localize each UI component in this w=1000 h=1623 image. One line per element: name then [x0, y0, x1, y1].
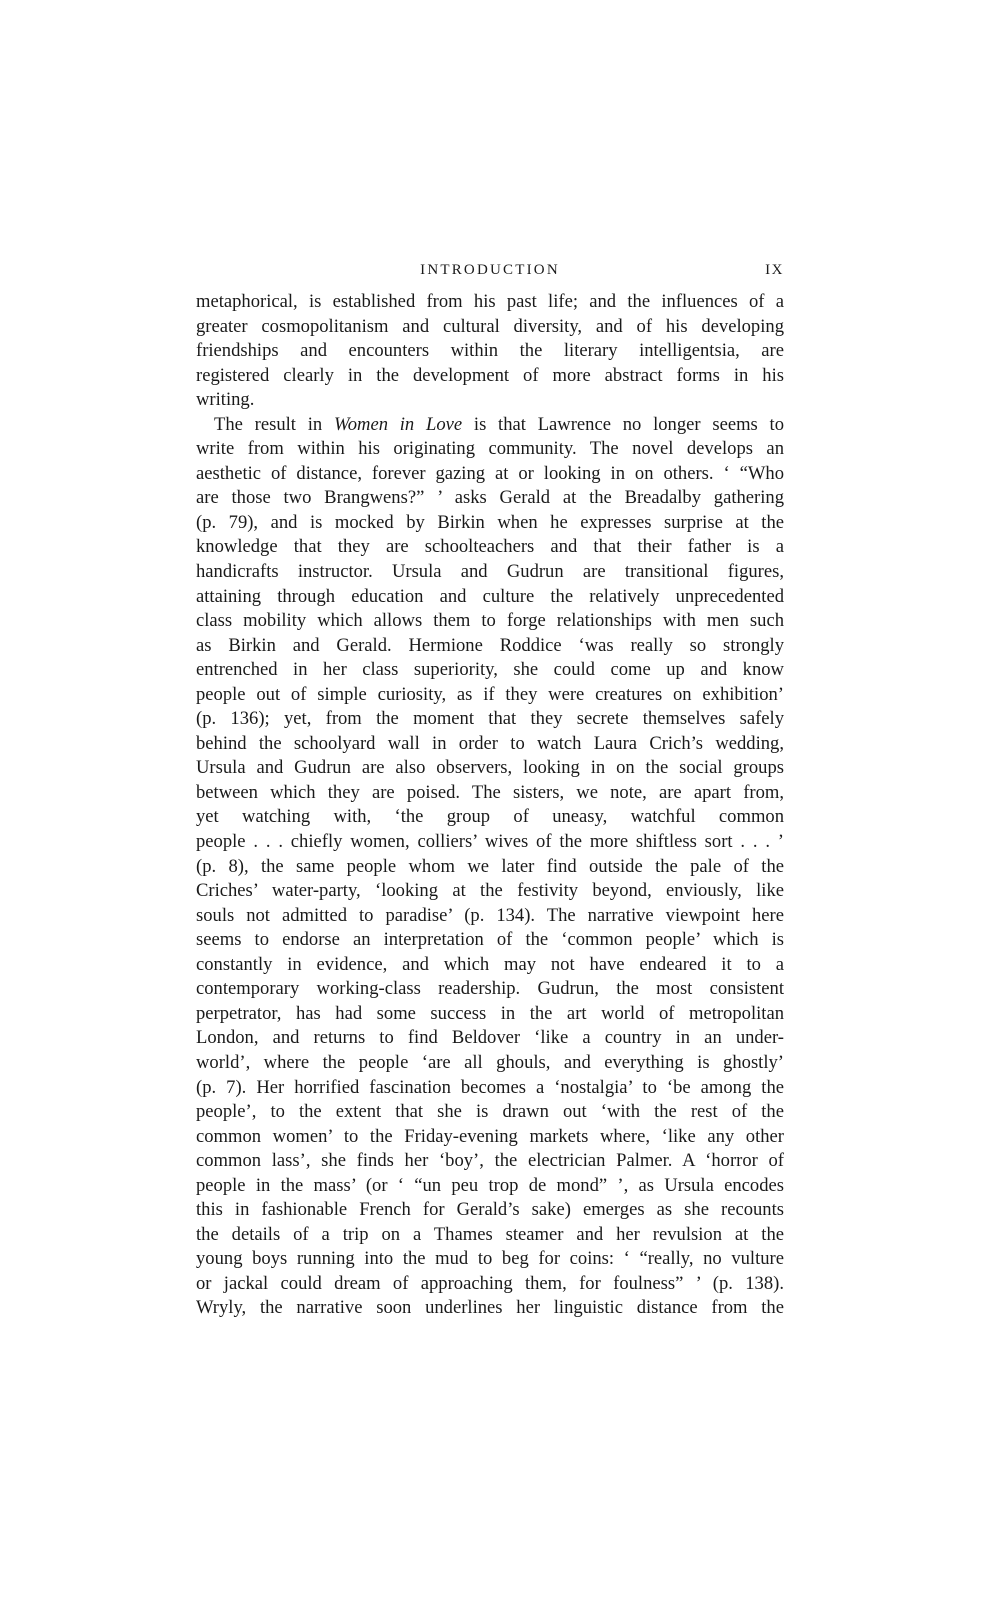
text-line: as Birkin and Gerald. Hermione Roddice ‘was really so strongly [196, 634, 784, 656]
text-line: constantly in evidence, and which may not have endeared it to a [196, 953, 784, 975]
text-line: between which they are poised. The sisters, we note, are apart from, [196, 781, 784, 803]
running-head [196, 262, 784, 286]
book-title-italic: Women in Love [333, 413, 463, 435]
text-line: greater cosmopolitanism and cultural diversity, and of his developing [196, 315, 784, 337]
text-line: Wryly, the narrative soon underlines her linguistic distance from the [196, 1297, 784, 1319]
text-line: (p. 7). Her horrified fascination becomes a ‘nostalgia’ to ‘be among the [196, 1076, 784, 1098]
text-line-with-italic [196, 413, 784, 438]
text-line: London, and returns to find Beldover ‘like a country in an under- [196, 1027, 784, 1049]
text-line: Ursula and Gudrun are also observers, looking in on the social groups [196, 757, 784, 779]
text-line: class mobility which allows them to forge relationships with men such [196, 610, 784, 632]
text-line: are those two Brangwens?” ’ asks Gerald at the Breadalby gathering [196, 487, 784, 509]
text-line: write from within his originating community. The novel develops an [196, 438, 784, 460]
text-line: or jackal could dream of approaching them, for foulness” ’ (p. 138). [196, 1272, 784, 1294]
text-line: the details of a trip on a Thames steamer and her revulsion at the [196, 1223, 784, 1245]
text-line: friendships and encounters within the literary intelligentsia, are [196, 340, 784, 362]
text-line: knowledge that they are schoolteachers and that their father is a [196, 536, 784, 558]
text-line: yet watching with, ‘the group of uneasy, watchful common [196, 806, 784, 828]
text-line: people in the mass’ (or ‘ “un peu trop de mond” ’, as Ursula encodes [196, 1174, 784, 1196]
page-number: IX [765, 262, 784, 278]
text-line: seems to endorse an interpretation of the ‘common people’ which is [196, 929, 784, 951]
text-line: (p. 136); yet, from the moment that they secrete themselves safely [196, 708, 784, 730]
text-line: (p. 8), the same people whom we later find outside the pale of the [196, 855, 784, 877]
text-line: contemporary working-class readership. Gudrun, the most consistent [196, 978, 784, 1000]
text-line: souls not admitted to paradise’ (p. 134). The narrative viewpoint here [196, 904, 784, 926]
text-line: this in fashionable French for Gerald’s sake) emerges as she recounts [196, 1199, 784, 1221]
text-line: (p. 79), and is mocked by Birkin when he expresses surprise at the [196, 511, 784, 533]
text-line: handicrafts instructor. Ursula and Gudrun are transitional figures, [196, 561, 784, 583]
text-line: young boys running into the mud to beg for coins: ‘ “really, no vulture [196, 1248, 784, 1270]
text-line: registered clearly in the development of more abstract forms in his [196, 364, 784, 386]
text-line: metaphorical, is established from his past life; and the influences of a [196, 291, 784, 312]
text-line: behind the schoolyard wall in order to watch Laura Crich’s wedding, [196, 732, 784, 754]
text-line: people’, to the extent that she is drawn out ‘with the rest of the [196, 1101, 784, 1123]
text-segment: is that Lawrence no longer seems to [462, 413, 784, 435]
running-title: INTRODUCTION [420, 262, 560, 278]
text-line: perpetrator, has had some success in the art world of metropolitan [196, 1002, 784, 1024]
text-line: common lass’, she finds her ‘boy’, the electrician Palmer. A ‘horror of [196, 1150, 784, 1172]
text-line: people . . . chiefly women, colliers’ wives of the more shiftless sort . . . ’ [196, 831, 784, 853]
text-line: aesthetic of distance, forever gazing at or looking in on others. ‘ “Who [196, 462, 784, 484]
text-line: entrenched in her class superiority, she could come up and know [196, 659, 784, 681]
body-text [196, 290, 784, 1321]
text-line: people out of simple curiosity, as if they were creatures on exhibition’ [196, 683, 784, 705]
text-line: attaining through education and culture the relatively unprecedented [196, 585, 784, 607]
text-segment: The result in [214, 413, 334, 435]
text-line: world’, where the people ‘are all ghouls, and everything is ghostly’ [196, 1051, 784, 1073]
text-line: common women’ to the Friday-evening markets where, ‘like any other [196, 1125, 784, 1147]
text-line: writing. [196, 389, 255, 411]
text-line: Criches’ water-party, ‘looking at the festivity beyond, enviously, like [196, 880, 784, 902]
